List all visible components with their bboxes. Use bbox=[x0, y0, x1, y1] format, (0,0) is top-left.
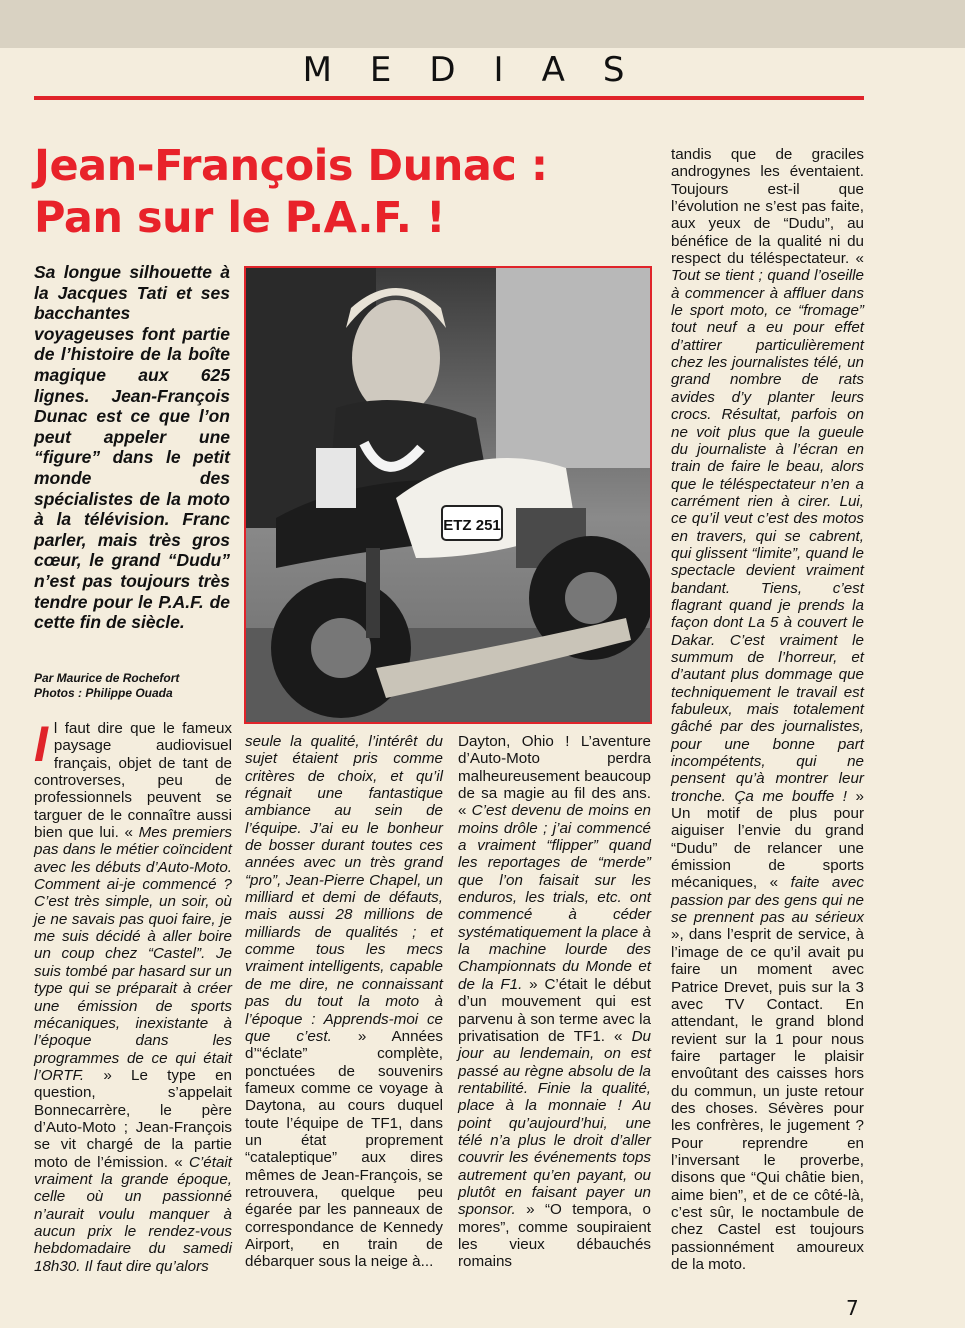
quote-text: Du jour au lendemain, on est passé au règne absolu de la rentabilité. Finie la qualité, place à la monnaie ! Au point qu’aujourd’hui, une télé n’a plus le droit d’aller couvrir les événements tops autrement qu’en payant, ou plutôt en faisant payer un sponsor. bbox=[458, 1027, 651, 1219]
page-number: 7 bbox=[846, 1296, 859, 1320]
body-text: » “O tempora, o mores”, comme soupiraient les vieux débauchés romains bbox=[458, 1201, 651, 1271]
body-text: tandis que de graciles androgynes les éventaient. Toujours est-il que l’évolution ne s’est pas faite, aux yeux de “Dudu”, au bénéfice de la qualité ni du respect du téléspectateur. « bbox=[671, 146, 864, 268]
body-text: » Le type en question, s’appelait Bonnecarrère, le père d’Auto-Moto ; Jean-François se vit chargé de la partie moto de l’émission. « bbox=[34, 1066, 232, 1171]
headline bbox=[34, 140, 644, 244]
body-text: » C’était le début d’un mouvement qui est parvenu à son terme avec la privatisation de TF1. « bbox=[458, 975, 651, 1045]
top-band bbox=[0, 0, 965, 48]
quote-text: Tout se tient ; quand l’oseille à commencer à affluer dans le sport moto, ce “fromage” tout neuf a eu pour effet d’attirer particulièrement chez les journalistes télé, un grand nombre de rats avides d’y planter leurs crocs. Résultat, parfois on ne voit plus que la gueule du journaliste à l’écran en train de faire le beau, alors que le téléspectateur n’en a carrément rien à cirer. Lui, ce qu’il veut c’est des motos en travers, qui se cabrent, qui glissent “limite”, quand le spectacle devient vraiment bandant. Tiens, c’est flagrant quand je prends la façon dont La 5 à couvert le Dakar. C’est vraiment le summum de l’horreur, et d’autant plus dommage que techniquement le travail est fabuleux, mais totalement gâché par des journalistes, pour une bonne part incompétents, qui ne pensent qu’à montrer leur tronche. Ça me bouffe ! bbox=[671, 267, 864, 805]
body-text: », dans l’esprit de service, à l’image de ce qu’il avait pu faire un moment avec Patrice Drevet, puis sur la 3 avec TV Contact. En attendant, le grand blond revient sur la 1 pour nous faire partager le plaisir envoûtant des caisses hors du commun, un juste retour des choses. Sévères pour les confrères, le jugement ? Pour reprendre en l’inversant le proverbe, disons que “Qui châtie bien, aime bien”, et de ce côté-là, c’est sûr, le noctambule de chez Castel est toujours passionnément amoureux de la moto. bbox=[671, 926, 864, 1273]
byline-photos: Photos : Philippe Ouada bbox=[34, 686, 173, 700]
body-column-4 bbox=[671, 146, 864, 1273]
body-text: Dayton, Ohio ! L’aventure d’Auto-Moto perdra malheureusement beaucoup de sa magie au fil des ans. « bbox=[458, 733, 651, 820]
quote-text: faite avec passion par des gens qui ne se prennent pas au sérieux bbox=[671, 874, 864, 927]
bike-plate: ETZ 251 bbox=[443, 517, 501, 534]
article-photo bbox=[244, 266, 652, 724]
body-column-3 bbox=[458, 733, 651, 1271]
quote-text: Mes premiers pas dans le métier coïncident avec les débuts d’Auto-Moto. Comment ai-je commencé ? C’est très simple, un soir, où je ne savais pas quoi faire, je me suis décidé à aller boire un coup chez “Castel”. Je suis tombé par hasard sur un type qui se préparait à créer une émission de sports mécaniques, inexistante à l’époque dans les programmes de ce qui était l’ORTF. bbox=[34, 824, 232, 1084]
standfirst: Sa longue silhouette à la Jacques Tati et ses bacchantes voyageuses font partie de l’histoire de la boîte magique aux 625 lignes. Jean-François Dunac est ce que l’on peut appeler une “figure” dans le petit monde des spécialistes de la moto à la télévision. Franc parler, mais très gros cœur, le grand “Dudu” n’est pas toujours très tendre pour le P.A.F. de cette fin de siècle. bbox=[34, 262, 230, 633]
body-column-1 bbox=[34, 716, 232, 1275]
quote-text: C’est devenu de moins en moins drôle ; j’ai commencé a vraiment “flipper” quand les reportages de “merde” que l’on faisait sur les enduros, les trials, etc. ont commencé à céder systématiquement la place à la machine lourde des Championnats du Monde et de la F1. bbox=[458, 802, 652, 993]
quote-text: seule la qualité, l’intérêt du sujet étaient pris comme critères de choix, et qu’il régnait une fantastique ambiance au sein de l’équipe. J’ai eu le bonheur de bosser durant toutes ces années avec un très grand “pro”, Jean-Pierre Chapel, un milliard et demi de défauts, mais aussi 28 millions de milliards de qualités ; et comme tous les mecs vraiment intelligents, capable de me dire, ne connaissant pas du tout la moto à l’époque : Apprends-moi ce que c’est. bbox=[245, 733, 443, 1045]
body-column-2 bbox=[245, 733, 443, 1271]
headline-line-1: Jean-François Dunac : bbox=[34, 141, 548, 191]
section-rubric: MEDIAS bbox=[302, 50, 663, 90]
body-text: » Un motif de plus pour aiguiser l’envie du grand “Dudu” de relancer une émission de sports mécaniques, « bbox=[671, 787, 864, 892]
motorcycle-portrait-photo bbox=[246, 268, 650, 722]
body-text: l faut dire que le fameux paysage audiovisuel français, objet de tant de controverses, peu de professionnels peuvent se targuer de le connaître aussi bien que lui. « bbox=[34, 720, 232, 842]
body-text: » Années d’“éclate” complète, ponctuées de souvenirs fameux comme ce voyage à Daytona, au cours duquel toute l’équipe de TF1, dans un état proprement “cataleptique” aux dires mêmes de Jean-François, se retrouvera, quelque peu égarée par les panneaux de correspondance de Kennedy Airport, en train de débarquer sous la neige à... bbox=[245, 1027, 443, 1271]
byline bbox=[34, 671, 234, 701]
byline-author: Par Maurice de Rochefort bbox=[34, 671, 180, 685]
red-rule bbox=[34, 96, 864, 100]
drop-cap: I bbox=[34, 716, 48, 772]
quote-text: C’était vraiment la grande époque, celle où un passionné n’aurait voulu manquer à aucun prix le rendez-vous hebdomadaire du samedi 18h30. Il faut dire qu’alors bbox=[34, 1153, 232, 1275]
headline-line-2: Pan sur le P.A.F. ! bbox=[34, 193, 446, 243]
